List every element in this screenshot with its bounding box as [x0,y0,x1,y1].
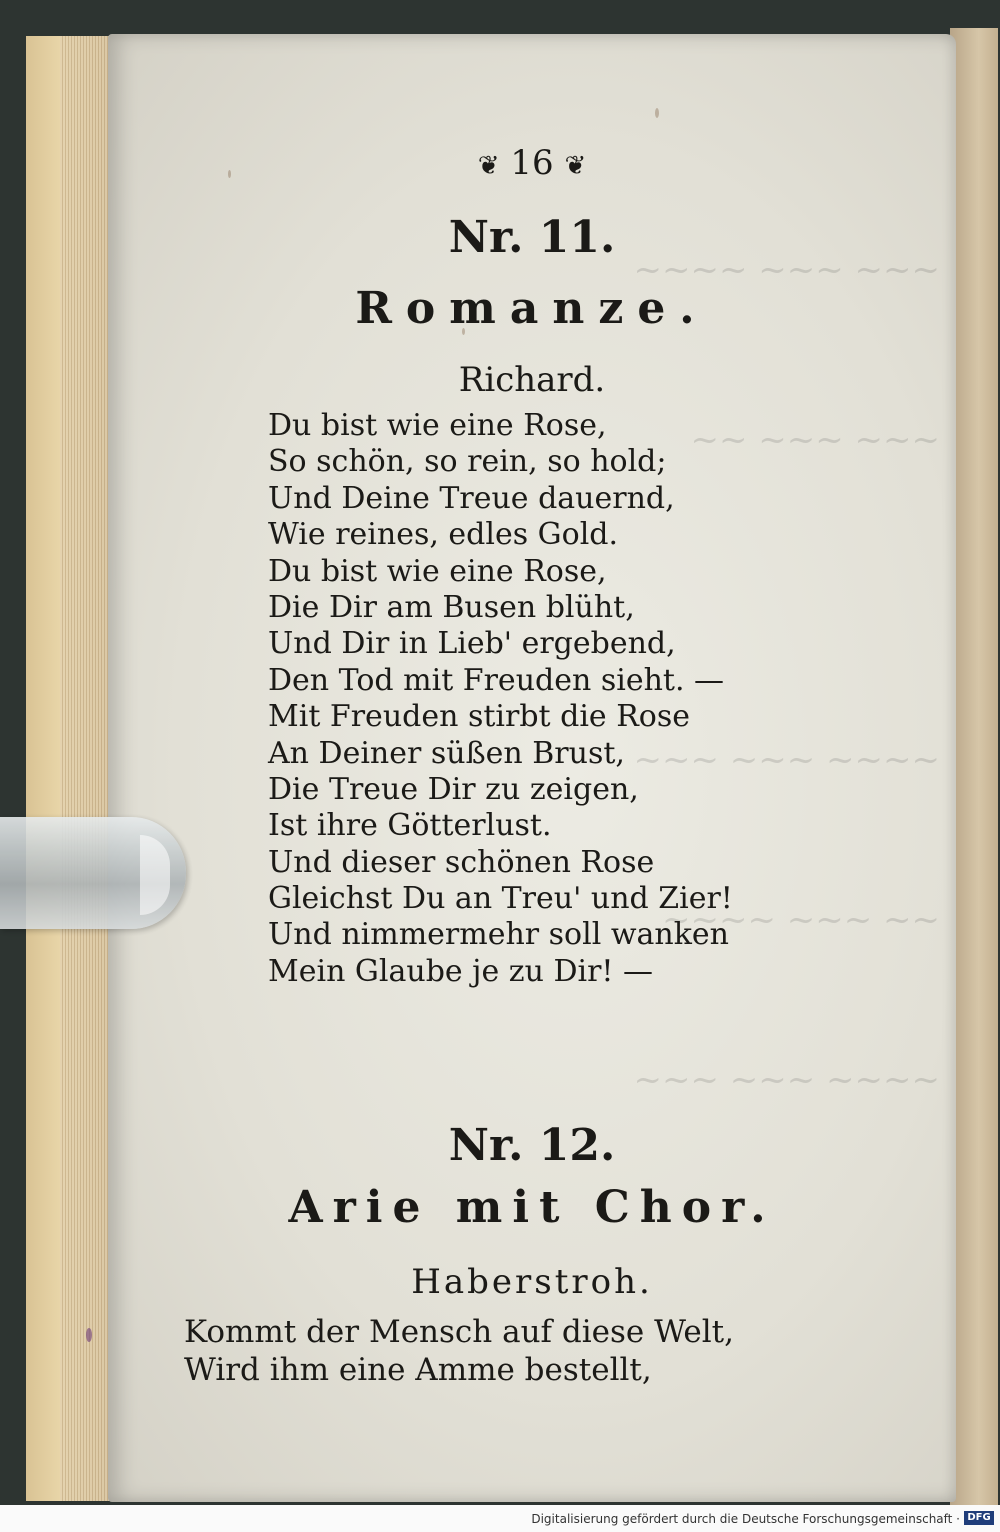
section-number-11: Nr. 11. [448,212,616,263]
section-title-arie: Arie mit Chor. [288,1182,776,1233]
dfg-logo-icon: DFG [964,1511,994,1525]
verse-line: So schön, so rein, so hold; [268,444,667,480]
page-edges [60,36,112,1501]
arie-verse [184,1313,734,1389]
section-title-romanze: Romanze. [355,283,709,334]
verse-line: Mit Freuden stirbt die Rose [268,699,691,735]
verse-line: An Deiner süßen Brust, [268,735,625,771]
show-through-text: ~~~~ ~~~ ~~ [661,900,940,940]
page-number: 16 [510,143,554,183]
verse-line: Die Dir am Busen blüht, [268,589,635,625]
ink-mark [86,1328,92,1342]
verse-line: Ist ihre Götterlust. [268,808,552,844]
verse-line: Die Treue Dir zu zeigen, [268,771,639,807]
show-through-text: ~~ ~~~ ~~~ [690,420,940,460]
section-number-12: Nr. 12. [448,1120,616,1171]
speaker-richard: Richard. [458,360,606,400]
verse-line: Wie reines, edles Gold. [268,517,619,553]
funding-credit: Digitalisierung gefördert durch die Deutsche Forschungsgemeinschaft · [531,1512,960,1526]
paper-spot [655,108,659,118]
show-through-text: ~~~ ~~~ ~~~~ [633,740,940,780]
facing-page-edge [950,28,998,1506]
ornament-right-icon: ❦ [564,151,587,181]
verse-line: Kommt der Mensch auf diese Welt, [184,1314,734,1350]
verse-line: Den Tod mit Freuden sieht. — [268,662,725,698]
ornament-left-icon: ❦ [477,151,500,181]
verse-line: Mein Glaube je zu Dir! — [268,953,654,989]
verse-line: Und Deine Treue dauernd, [268,480,675,516]
verse-line: Und nimmermehr soll wanken [268,917,729,953]
verse-line: Wird ihm eine Amme bestellt, [184,1352,652,1388]
verse-line: Und dieser schönen Rose [268,844,655,880]
verse-line: Du bist wie eine Rose, [268,553,607,589]
speaker-haberstroh: Haberstroh. [411,1262,653,1302]
show-through-text: ~~~~ ~~~ ~~~ [633,250,940,290]
show-through-text: ~~~ ~~~ ~~~~ [633,1060,940,1100]
verse-line: Gleichst Du an Treu' und Zier! [268,881,733,917]
romanze-verse [268,408,733,990]
verse-line: Und Dir in Lieb' ergebend, [268,626,676,662]
page-header [108,143,956,183]
verse-line: Du bist wie eine Rose, [268,408,607,443]
